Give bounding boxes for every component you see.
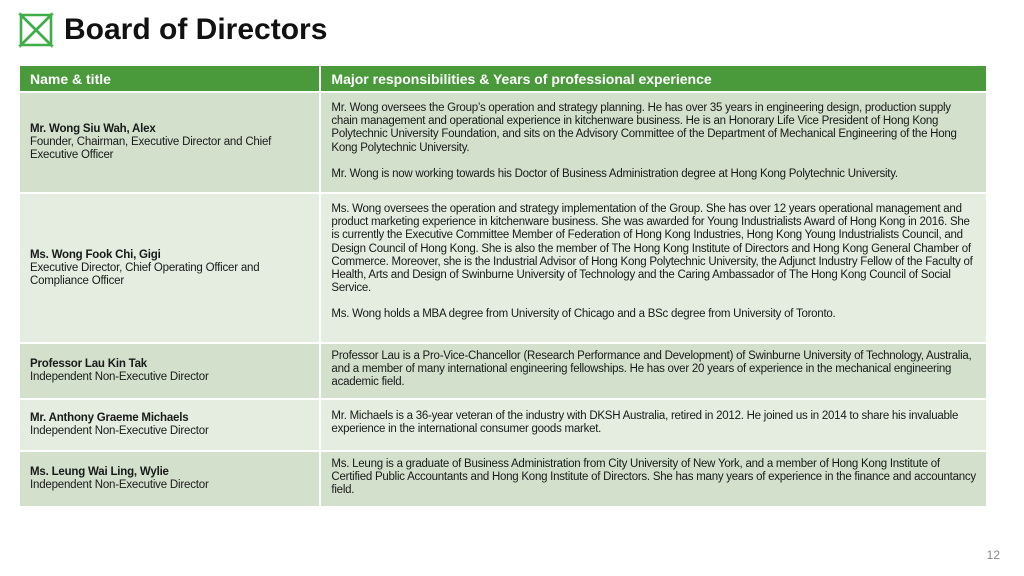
- table-row: [20, 399, 987, 451]
- page-title: Board of Directors: [64, 13, 328, 46]
- table-row: [20, 451, 987, 507]
- table-row: [20, 193, 987, 343]
- table-row: [20, 343, 987, 399]
- director-title: Independent Non-Executive Director: [30, 425, 209, 437]
- column-header-name: Name & title: [20, 66, 320, 92]
- company-logo-icon: [18, 12, 54, 48]
- table-row: [20, 92, 987, 193]
- responsibility-paragraph: Mr. Wong oversees the Group’s operation and strategy planning. He has over 35 years in engineering design, production supply chain management and operational experience in kitchenware business. He is an Honorary Life Vice President of Hong Kong Polytechnic University Foundation, and sits on the Advisory Committee of the Department of Mechanical Engineering of the Hong Kong Polytechnic University.: [331, 102, 957, 154]
- director-name: Ms. Leung Wai Ling, Wylie: [30, 466, 169, 478]
- responsibilities-cell: [320, 92, 987, 193]
- responsibilities-cell: [320, 451, 987, 507]
- responsibility-paragraph: Mr. Wong is now working towards his Doctor of Business Administration degree at Hong Kong Polytechnic University.: [331, 167, 898, 180]
- director-name: Mr. Anthony Graeme Michaels: [30, 412, 189, 424]
- responsibilities-cell: [320, 399, 987, 451]
- column-header-responsibilities: Major responsibilities & Years of professional experience: [320, 66, 987, 92]
- responsibility-paragraph: Ms. Wong holds a MBA degree from University of Chicago and a BSc degree from University of Toronto.: [331, 308, 836, 321]
- director-name: Ms. Wong Fook Chi, Gigi: [30, 248, 161, 261]
- responsibility-paragraph: Ms. Leung is a graduate of Business Administration from City University of New York, and a member of Hong Kong Institute of Certified Public Accountants and Hong Kong Institute of Directors. She has many years of experience in the finance and accountancy field.: [331, 458, 976, 497]
- board-table: [20, 66, 988, 508]
- slide-header: [18, 10, 327, 50]
- name-cell: [20, 193, 320, 343]
- director-title: Independent Non-Executive Director: [30, 371, 209, 383]
- table-header-row: [20, 66, 987, 92]
- name-cell: [20, 92, 320, 193]
- responsibilities-cell: [320, 193, 987, 343]
- director-title: Independent Non-Executive Director: [30, 479, 209, 491]
- responsibility-paragraph: Professor Lau is a Pro-Vice-Chancellor (Research Performance and Development) of Swinburne University of Technology, Australia, and a member of many international engineering fellowships. He has over 20 years of experience in the mechanical engineering academic field.: [331, 350, 972, 389]
- name-cell: [20, 451, 320, 507]
- director-title: Founder, Chairman, Executive Director and Chief Executive Officer: [30, 136, 272, 161]
- responsibilities-cell: [320, 343, 987, 399]
- page-number: 12: [986, 548, 1000, 562]
- director-name: Mr. Wong Siu Wah, Alex: [30, 123, 156, 135]
- name-cell: [20, 399, 320, 451]
- director-title: Executive Director, Chief Operating Officer and Compliance Officer: [30, 261, 260, 287]
- responsibility-paragraph: Ms. Wong oversees the operation and strategy implementation of the Group. She has over 12 years operational management and product marketing experience in kitchenware business. She was awarded for Young Industrialists Award of Hong Kong in 2016. She is currently the Executive Committee Member of Federation of Hong Kong Industries, Hong Kong Young Industrialists Council, and Design Council of Hong Kong. She is also the member of The Hong Kong Institute of Directors and Hong Kong General Chamber of Commerce. Moreover, she is the Industrial Advisor of Hong Kong Polytechnic University, the Adjunct Industry Fellow of the Faculty of Health, Arts and Design of Swinburne University of Technology and the Caring Ambassador of The Hong Kong Council of Social Service.: [331, 203, 973, 295]
- responsibility-paragraph: Mr. Michaels is a 36-year veteran of the industry with DKSH Australia, retired in 2012. He joined us in 2014 to share his invaluable experience in the international consumer goods market.: [331, 410, 959, 436]
- name-cell: [20, 343, 320, 399]
- director-name: Professor Lau Kin Tak: [30, 358, 148, 370]
